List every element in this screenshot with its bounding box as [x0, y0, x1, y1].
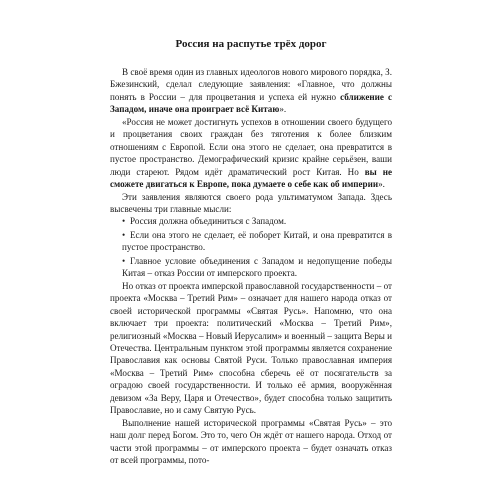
bullet-marker: • [122, 229, 126, 240]
paragraph-intro-emphasis: сближение с Западом, иначе она проиграет всё Китаю [110, 91, 392, 115]
paragraph-ultimatum: Эти заявления являются своего рода ультиматумом Запада. Здесь высвечены три главные мысли: [110, 191, 392, 214]
bullet-item [110, 229, 392, 254]
paragraph-intro [110, 66, 392, 116]
bullet-item [110, 215, 392, 227]
paragraph-duty: Выполнение нашей исторической программы «Святая Русь» – это наш долг перед Богом. Это то, чего Он ждёт от нашего народа. Отход от части этой программы – от имперского проекта – будет означать отказ от всей программы, пото- [110, 417, 392, 466]
paragraph-refusal: Но отказ от проекта имперской православной государственности – от проекта «Москва – Третий Рим» – означает для нашего народа отказ от своей исторической программы «Святая Русь». Напомню, что она включает три проекта: политический «Москва – Третий Рим», религиозный «Москва – Новый Иерусалим» и военный – защита Веры и Отечества. Центральным пунктом этой программы является сохранение Православия как основы Святой Руси. Только православная империя «Москва – Третий Рим» способна сберечь её от посягательств за оградою своей государственности. И только её армия, вооружённая девизом «За Веру, Царя и Отечество», будет способна только защитить Православие, но и саму Святую Русь. [110, 280, 392, 416]
paragraph-quote-end: ». [378, 179, 385, 190]
bullet-text: Главное условие объединения с Западом и недопущение победы Китая – отказ России от имперского проекта. [122, 255, 392, 279]
bullet-marker: • [122, 255, 126, 266]
paragraph-quote-text: «Россия не может достигнуть успехов в отношении своего будущего и процветания своих граждан без тяготения к более близким отношениям с Европой. Если она этого не сделает, она превратится в пустое пространство. Демографический кризис крайне серьёзен, ваши люди стареют. Рядом идёт драматический рост Китая. Но [110, 116, 392, 177]
paragraph-quote-emphasis: вы не сможете двигаться к Европе, пока думаете о себе как об империи [110, 166, 392, 190]
bullet-item [110, 255, 392, 280]
bullet-marker: • [122, 216, 126, 227]
document-page [110, 38, 392, 500]
bullet-text: Россия должна объединиться с Западом. [130, 216, 287, 227]
paragraph-intro-end: ». [279, 104, 287, 115]
bullet-text: Если она этого не сделает, её поборет Китай, и она превратится в пустое пространство. [122, 229, 392, 253]
paragraph-intro-text: В своё время один из главных идеологов нового мирового порядка, З. Бжезинский, сделал следующие заявления: «Главное, что должны понять в России – для процветания и успеха ей нужно [110, 67, 392, 102]
paragraph-quote [110, 116, 392, 191]
chapter-title: Россия на распутье трёх дорог [175, 38, 327, 50]
